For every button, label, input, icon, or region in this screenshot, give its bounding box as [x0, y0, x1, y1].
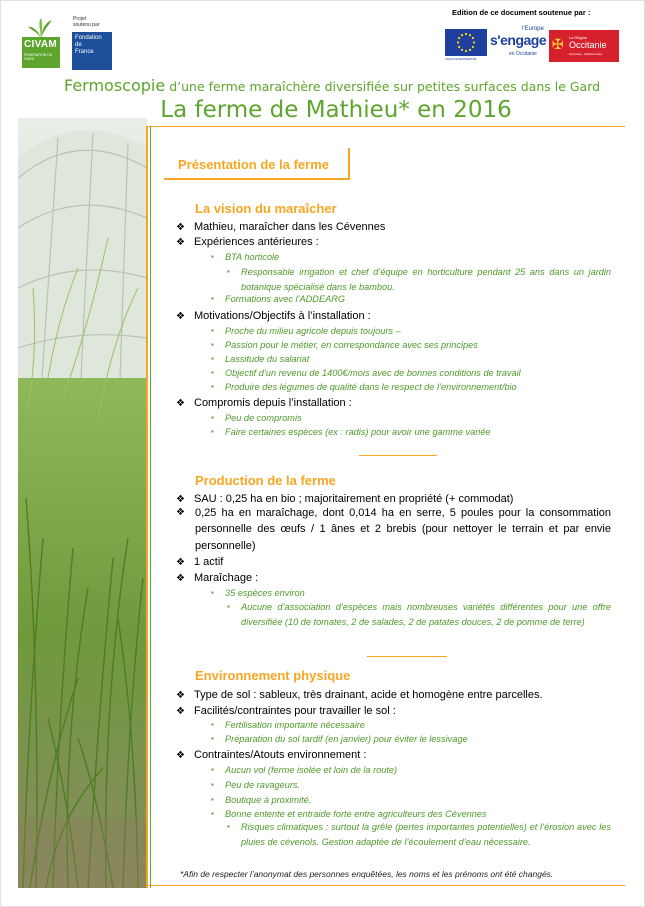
square-bullet-icon: ▪ — [211, 734, 214, 743]
list-item — [176, 555, 223, 570]
sub-list-item — [211, 734, 468, 744]
section-divider — [367, 656, 447, 657]
square-bullet-icon: ▪ — [211, 382, 214, 391]
sub-list-item — [211, 780, 301, 790]
list-item-text: SAU : 0,25 ha en bio ; majoritairement en propriété (+ commodat) — [194, 493, 514, 505]
europe-word: s'engage — [490, 32, 547, 48]
europe-region: en Occitanie — [509, 51, 537, 57]
square-bullet-icon: ▪ — [211, 368, 214, 377]
section-divider — [359, 455, 437, 456]
diamond-bullet-icon: ❖ — [176, 237, 185, 248]
civam-name: CIVAM — [24, 39, 57, 50]
sub-list-item — [211, 765, 398, 775]
sub-list-item — [227, 600, 611, 629]
list-item-text: Facilités/contraintes pour travailler le sol : — [194, 705, 396, 717]
square-bullet-icon: ▪ — [211, 780, 214, 789]
square-bullet-icon: ▪ — [211, 809, 214, 818]
list-item-text: Maraîchage : — [194, 572, 259, 584]
sub-list-item-text: Bonne entente et entraide forte entre agriculteurs des Cévennes — [225, 809, 487, 819]
sub-list-item-text: Peu de compromis — [225, 413, 302, 423]
section-title-vision: La vision du maraîcher — [195, 201, 337, 216]
sub-list-item — [211, 382, 517, 392]
list-item — [176, 571, 258, 586]
list-item-text: Expériences antérieures : — [194, 236, 319, 248]
square-bullet-icon: ▪ — [211, 588, 214, 597]
sub-list-item — [211, 354, 310, 364]
occitanie-sub: Pyrénées · Méditerranée — [569, 52, 603, 56]
sub-list-item-text: Préparation du sol tardif (en janvier) pour éviter le lessivage — [225, 734, 468, 744]
sub-list-item — [211, 588, 305, 598]
footer-divider — [146, 885, 625, 886]
sub-list-item — [227, 820, 611, 849]
list-item — [176, 748, 366, 763]
sub-list-item-text: Risques climatiques : surtout la grêle (pertes importantes potentielles) et l’érosion avec les pluies de cévenols. Gestion adaptée de l’écoulement d’eau nécessaire. — [241, 822, 611, 847]
list-item — [176, 309, 371, 324]
sub-list-item — [211, 252, 280, 262]
supertitle-word: Fermoscopie — [64, 76, 166, 95]
list-item-text: Contraintes/Atouts environnement : — [194, 749, 367, 761]
eu-stars-icon — [445, 29, 487, 56]
diamond-bullet-icon: ❖ — [176, 222, 185, 233]
sub-list-item — [211, 413, 302, 423]
diamond-bullet-icon: ❖ — [176, 507, 185, 518]
eu-flag-logo — [445, 29, 487, 61]
square-bullet-icon: ▪ — [211, 765, 214, 774]
document-supertitle — [64, 76, 624, 95]
farm-photo — [18, 118, 147, 888]
sub-list-item-text: BTA horticole — [225, 252, 280, 262]
occitan-cross-icon: ✠ — [552, 36, 564, 52]
list-item-text: 1 actif — [194, 556, 224, 568]
sub-list-item — [211, 326, 401, 336]
section-title-production: Production de la ferme — [195, 473, 336, 488]
list-item — [176, 704, 396, 719]
list-item-text: Motivations/Objectifs à l’installation : — [194, 310, 371, 322]
square-bullet-icon: ▪ — [211, 354, 214, 363]
europe-sengage-logo — [489, 26, 547, 62]
sub-list-item-text: Lassitude du salariat — [225, 354, 310, 364]
sub-list-item-text: Formations avec l’ADDEARG — [225, 294, 345, 304]
sub-list-item-text: Produire des légumes de qualité dans le respect de l’environnement/bio — [225, 382, 517, 392]
europe-small: l'Europe — [522, 26, 544, 32]
fondation-caption — [73, 17, 99, 28]
sub-list-item-text: 35 espèces environ — [225, 588, 305, 598]
sub-list-item-text: Passion pour le métier, en correspondance avec ses principes — [225, 340, 478, 350]
title-divider — [146, 126, 625, 127]
sub-list-item-text: Proche du milieu agricole depuis toujours – — [225, 326, 401, 336]
fondation-name-line: France — [75, 49, 94, 55]
diamond-bullet-icon: ❖ — [176, 573, 185, 584]
sub-list-item — [211, 809, 487, 819]
sponsor-caption: Edition de ce document soutenue par : — [452, 8, 591, 17]
greenhouse-field-photo — [18, 118, 147, 888]
eu-caption: UNION EUROPÉENNE — [445, 57, 477, 61]
sub-list-item-text: Boutique à proximité. — [225, 795, 312, 805]
square-bullet-icon: ▪ — [211, 427, 214, 436]
sub-list-item — [211, 368, 521, 378]
page-title: La ferme de Mathieu* en 2016 — [160, 97, 512, 123]
list-item — [176, 505, 611, 554]
diamond-bullet-icon: ❖ — [176, 311, 185, 322]
sub-list-item-text: Fertilisation importante nécessaire — [225, 720, 365, 730]
diamond-bullet-icon: ❖ — [176, 494, 185, 505]
occitanie-logo — [549, 30, 619, 62]
square-bullet-icon: ▪ — [211, 340, 214, 349]
diamond-bullet-icon: ❖ — [176, 398, 185, 409]
sub-list-item-text: Aucune d’association d’espèces mais nombreuses variétés différentes pour une offre diversifiée (10 de tomates, 2 de salades, 2 de patates douces, 2 de pomme de terre) — [241, 602, 611, 627]
square-bullet-icon: ▪ — [227, 602, 230, 611]
occitanie-name: Occitanie — [569, 40, 607, 50]
orange-margin-line — [146, 126, 148, 888]
square-bullet-icon: ▪ — [211, 326, 214, 335]
fondation-de-france-logo — [72, 32, 112, 70]
sub-list-item — [211, 340, 478, 350]
diamond-bullet-icon: ❖ — [176, 750, 185, 761]
occitanie-la-region: La Région — [569, 35, 588, 40]
green-margin-line — [150, 126, 151, 888]
list-item — [176, 235, 319, 250]
list-item — [176, 688, 543, 703]
sub-list-item-text: Objectif d’un revenu de 1400€/mois avec de bonnes conditions de travail — [225, 368, 521, 378]
square-bullet-icon: ▪ — [211, 413, 214, 422]
square-bullet-icon: ▪ — [211, 294, 214, 303]
sub-list-item-text: Aucun vol (ferme isolée et loin de la route) — [225, 765, 398, 775]
fondation-name-line: de — [75, 42, 82, 48]
square-bullet-icon: ▪ — [211, 252, 214, 261]
sub-list-item — [211, 294, 345, 304]
square-bullet-icon: ▪ — [227, 822, 230, 831]
sub-list-item — [211, 720, 365, 730]
list-item-text: Mathieu, maraîcher dans les Cévennes — [194, 221, 386, 233]
supertitle-rest: d’une ferme maraîchère diversifiée sur petites surfaces dans le Gard — [165, 79, 601, 94]
fondation-caption-line: Projet — [73, 16, 87, 22]
civam-sub: FEDERATION DU GARD — [24, 53, 53, 61]
list-item-text: 0,25 ha en maraîchage, dont 0,014 ha en serre, 5 poules pour la consommation personnelle des œufs / 1 ânes et 2 brebis (pour nettoyer le terrain et par envie personnelle) — [195, 507, 611, 552]
list-item-text: Compromis depuis l’installation : — [194, 397, 352, 409]
square-bullet-icon: ▪ — [227, 267, 230, 276]
sub-list-item — [211, 427, 491, 437]
sub-list-item-text: Peu de ravageurs. — [225, 780, 301, 790]
presentation-heading: Présentation de la ferme — [178, 157, 329, 172]
list-item-text: Type de sol : sableux, très drainant, acide et homogène entre parcelles. — [194, 689, 543, 701]
sub-list-item-text: Responsable irrigation et chef d’équipe en horticulture pendant 25 ans dans un jardin botanique spécialisé dans le bambou. — [241, 267, 611, 292]
sub-list-item-text: Faire certaines espèces (ex : radis) pour avoir une gamme variée — [225, 427, 491, 437]
diamond-bullet-icon: ❖ — [176, 706, 185, 717]
square-bullet-icon: ▪ — [211, 720, 214, 729]
civam-logo — [22, 18, 60, 68]
footnote: *Afin de respecter l’anonymat des personnes enquêtées, les noms et les prénoms ont été changés. — [180, 869, 554, 879]
civam-leaves-icon — [28, 18, 54, 38]
fondation-name-line: Fondation — [75, 35, 102, 41]
diamond-bullet-icon: ❖ — [176, 690, 185, 701]
diamond-bullet-icon: ❖ — [176, 557, 185, 568]
sub-list-item — [227, 265, 611, 294]
list-item — [176, 396, 352, 411]
fondation-caption-line: soutenu par — [73, 21, 100, 28]
list-item — [176, 220, 385, 235]
section-title-environment: Environnement physique — [195, 668, 351, 683]
square-bullet-icon: ▪ — [211, 795, 214, 804]
sub-list-item — [211, 795, 312, 805]
